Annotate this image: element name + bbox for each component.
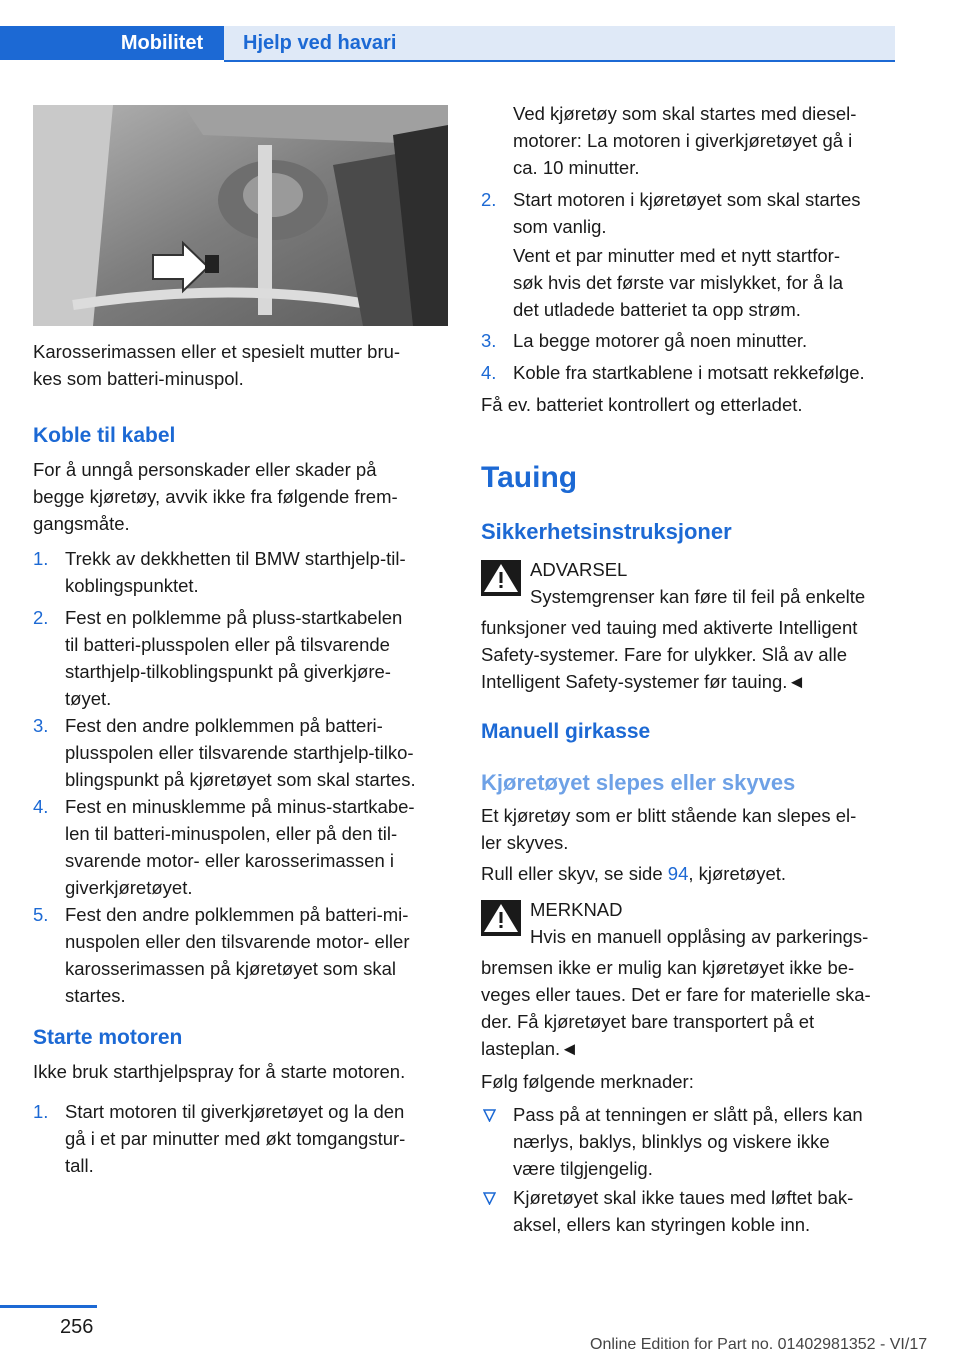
step-number: 2. [481, 189, 497, 210]
notes-intro [481, 1068, 901, 1095]
step-line: svarende motor- eller karosserimassen i [65, 850, 395, 871]
step-number: 1. [33, 1101, 49, 1122]
note-line: bremsen ikke er mulig kan kjøretøyet ikke be- [481, 957, 855, 978]
step-number: 1. [33, 548, 49, 569]
step-line: Koble fra startkablene i motsatt rekkefølge. [513, 362, 865, 383]
roll-text-post: , kjøretøyet. [688, 863, 787, 884]
list-item-start-step-4 [481, 359, 901, 386]
bullet-line: aksel, ellers kan styringen koble inn. [513, 1214, 811, 1235]
push-text [481, 802, 901, 856]
step-line: Start motoren til giverkjøretøyet og la den [65, 1101, 405, 1122]
step-line: starthjelp-tilkoblingspunkt på giverkjøre- [65, 661, 391, 682]
page-number: 256 [60, 1316, 94, 1338]
step-line: Fest den andre polklemmen på batteri- [65, 715, 383, 736]
engine-bay-illustration [33, 105, 448, 326]
note-title: MERKNAD [530, 899, 623, 920]
page-link-94[interactable]: 94 [667, 863, 689, 884]
step-number: 3. [33, 715, 49, 736]
notes-intro-text: Følg følgende merknader: [481, 1071, 694, 1092]
note-line: lasteplan.◄ [481, 1038, 579, 1059]
bullet-line: Kjøretøyet skal ikke taues med løftet bak- [513, 1187, 854, 1208]
step-line: Start motoren i kjøretøyet som skal startes [513, 189, 861, 210]
heading-sikkerhetsinstruksjoner: Sikkerhetsinstruksjoner [481, 519, 732, 544]
list-item-step-1 [33, 545, 453, 596]
step-number: 3. [481, 330, 497, 351]
warning-line: Systemgrenser kan føre til feil på enkelte [530, 586, 866, 607]
bullet-triangle-icon [483, 1192, 496, 1205]
heading-tauing: Tauing [481, 461, 578, 494]
tab-hjelp-ved-havari[interactable]: Hjelp ved havari [224, 26, 895, 60]
intro-line: begge kjøretøy, avvik ikke fra følgende frem- [33, 486, 398, 507]
bullet-line: være tilgjengelig. [513, 1158, 653, 1179]
step-line: som vanlig. [513, 216, 607, 237]
photo-caption [33, 338, 448, 392]
push-line: ler skyves. [481, 832, 569, 853]
caption-line: kes som batteri-minuspol. [33, 368, 244, 389]
bullet-triangle-icon [483, 1109, 496, 1122]
engine-bay-photo [33, 105, 448, 326]
header-underline [224, 60, 895, 62]
chapter-header [0, 26, 895, 62]
intro-line: For å unngå personskader eller skader på [33, 459, 377, 480]
warning-line: Safety-systemer. Fare for ulykker. Slå av alle [481, 644, 848, 665]
header-stripe [0, 26, 100, 60]
tab-mobilitet[interactable]: Mobilitet [100, 26, 224, 60]
step-number: 5. [33, 904, 49, 925]
step-1-continuation [513, 100, 903, 181]
push-line: Et kjøretøy som er blitt stående kan slepes el- [481, 805, 857, 826]
roll-text-pre: Rull eller skyv, se side [481, 863, 668, 884]
step-line: blingspunkt på kjøretøyet som skal startes. [65, 769, 416, 790]
roll-reference [481, 860, 901, 887]
step-line: Trekk av dekkhetten til BMW starthjelp-til- [65, 548, 406, 569]
start-intro-text: Ikke bruk starthjelpspray for å starte motoren. [33, 1061, 406, 1082]
step-number: 4. [33, 796, 49, 817]
warning-triangle-icon [481, 900, 521, 936]
note-line: der. Få kjøretøyet bare transportert på et [481, 1011, 815, 1032]
step-line: tall. [65, 1155, 94, 1176]
warning-triangle-icon [481, 560, 521, 596]
step-line: tøyet. [65, 688, 112, 709]
step-line: Fest en polklemme på pluss-startkabelen [65, 607, 403, 628]
warning-line: funksjoner ved tauing med aktiverte Intelligent [481, 617, 858, 638]
step-line: koblingspunktet. [65, 575, 199, 596]
warning-line: Intelligent Safety-systemer før tauing.◄ [481, 671, 806, 692]
heading-starte-motoren: Starte motoren [33, 1026, 183, 1049]
note-line: Hvis en manuell opplåsing av parkerings- [530, 926, 869, 947]
step-number: 4. [481, 362, 497, 383]
cont-line: Ved kjøretøy som skal startes med diesel- [513, 103, 857, 124]
heading-manuell-girkasse: Manuell girkasse [481, 720, 651, 743]
step-line: plusspolen eller tilsvarende starthjelp-tilko- [65, 742, 414, 763]
connect-intro [33, 456, 448, 537]
step-number: 2. [33, 607, 49, 628]
step-line: Fest en minusklemme på minus-startkabe- [65, 796, 415, 817]
heading-slepes-eller-skyves: Kjøretøyet slepes eller skyves [481, 770, 796, 795]
cont-line: motorer: La motoren i giverkjøretøyet gå i [513, 130, 853, 151]
after-start-note [481, 391, 901, 418]
bullet-line: Pass på at tenningen er slått på, ellers kan [513, 1104, 863, 1125]
step-line: karosserimassen på kjøretøyet som skal [65, 958, 397, 979]
step-line: La begge motorer gå noen minutter. [513, 330, 808, 351]
step-line: startes. [65, 985, 126, 1006]
intro-line: gangsmåte. [33, 513, 130, 534]
note-line: det utladede batteriet ta opp strøm. [513, 299, 801, 320]
step-line: gå i et par minutter med økt tomgangstur- [65, 1128, 406, 1149]
step-line: til batteri-plusspolen eller på tilsvarende [65, 634, 390, 655]
footer-rule [0, 1305, 97, 1308]
step-line: giverkjøretøyet. [65, 877, 193, 898]
start-intro [33, 1058, 453, 1085]
step-2-note [513, 242, 903, 323]
note-line: veges eller taues. Det er fare for materielle ska- [481, 984, 871, 1005]
heading-koble-til-kabel: Koble til kabel [33, 424, 176, 447]
edition-note: Online Edition for Part no. 01402981352 - VI/17 [590, 1336, 928, 1353]
step-line: nuspolen eller den tilsvarende motor- eller [65, 931, 410, 952]
list-item-start-step-3 [481, 327, 901, 354]
step-line: len til batteri-minuspolen, eller på den til- [65, 823, 398, 844]
caption-line: Karosserimassen eller et spesielt mutter bru- [33, 341, 401, 362]
after-text: Få ev. batteriet kontrollert og etterladet. [481, 394, 803, 415]
warning-title: ADVARSEL [530, 559, 628, 580]
note-line: søk hvis det første var mislykket, for å la [513, 272, 843, 293]
bullet-line: nærlys, baklys, blinklys og viskere ikke [513, 1131, 830, 1152]
step-line: Fest den andre polklemmen på batteri-mi- [65, 904, 409, 925]
cont-line: ca. 10 minutter. [513, 157, 640, 178]
note-line: Vent et par minutter med et nytt startfor- [513, 245, 840, 266]
